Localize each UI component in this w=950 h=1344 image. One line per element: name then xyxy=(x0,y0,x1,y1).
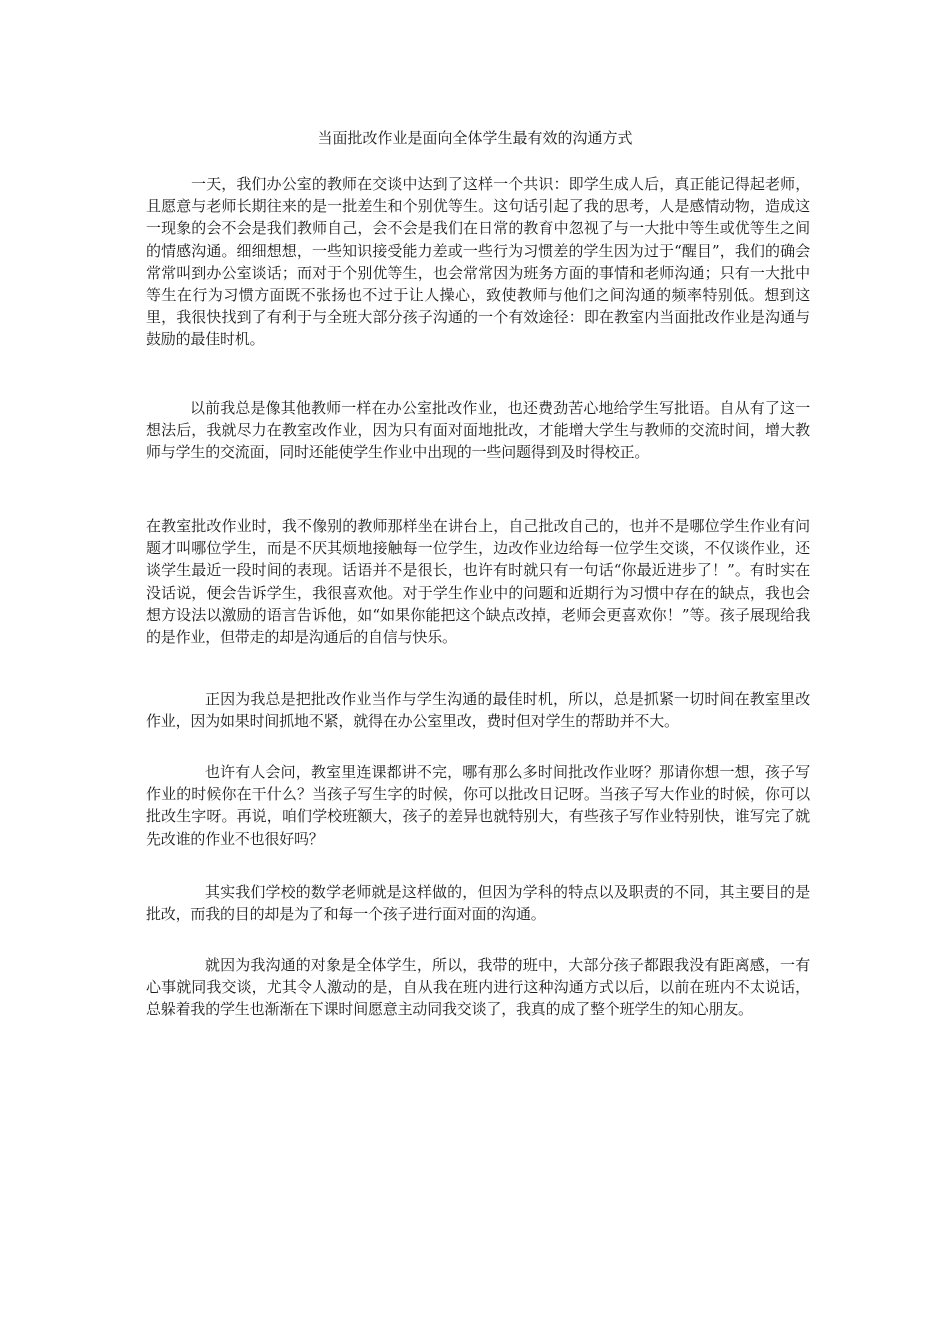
paragraph-6: 其实我们学校的数学老师就是这样做的，但因为学科的特点以及职责的不同，其主要目的是批改，而我的目的却是为了和每一个孩子进行面对面的沟通。 xyxy=(146,883,810,924)
paragraph-3: 在教室批改作业时，我不像别的教师那样坐在讲台上，自己批改自己的，也并不是哪位学生作业有问题才叫哪位学生，而是不厌其烦地接触每一位学生，边改作业边给每一位学生交谈，不仅谈作业，还谈学生最近一段时间的表现。话语并不是很长，也许有时就只有一句话“你最近进步了！”。有时实在没话说，便会告诉学生，我很喜欢他。对于学生作业中的问题和近期行为习惯中存在的缺点，我也会想方设法以激励的语言告诉他，如“如果你能把这个缺点改掉，老师会更喜欢你！”等。孩子展现给我的是作业，但带走的却是沟通后的自信与快乐。 xyxy=(146,517,810,647)
paragraph-1: 一天，我们办公室的教师在交谈中达到了这样一个共识：即学生成人后，真正能记得起老师，且愿意与老师长期往来的是一批差生和个别优等生。这句话引起了我的思考，人是感情动物，造成这一现象的会不会是我们教师自己，会不会是我们在日常的教育中忽视了与一大批中等生或优等生之间的情感沟通。细细想想，一些知识接受能力差或一些行为习惯差的学生因为过于“醒目”，我们的确会常常叫到办公室谈话；而对于个别优等生，也会常常因为班务方面的事情和老师沟通；只有一大批中等生在行为习惯方面既不张扬也不过于让人操心，致使教师与他们之间沟通的频率特别低。想到这里，我很快找到了有利于与全班大部分孩子沟通的一个有效途径：即在教室内当面批改作业是沟通与鼓励的最佳时机。 xyxy=(146,175,810,349)
paragraph-5: 也许有人会问，教室里连课都讲不完，哪有那么多时间批改作业呀？那请你想一想，孩子写作业的时候你在干什么？当孩子写生字的时候，你可以批改日记呀。当孩子写大作业的时候，你可以批改生字呀。再说，咱们学校班额大，孩子的差异也就特别大，有些孩子写作业特别快，谁写完了就先改谁的作业不也很好吗？ xyxy=(146,763,810,848)
document-title: 当面批改作业是面向全体学生最有效的沟通方式 xyxy=(317,129,633,147)
paragraph-4: 正因为我总是把批改作业当作与学生沟通的最佳时机，所以，总是抓紧一切时间在教室里改作业，因为如果时间抓地不紧，就得在办公室里改，费时但对学生的帮助并不大。 xyxy=(146,690,810,731)
paragraph-7: 就因为我沟通的对象是全体学生，所以，我带的班中，大部分孩子都跟我没有距离感，一有心事就同我交谈，尤其令人激动的是，自从我在班内进行这种沟通方式以后，以前在班内不太说话，总躲着我的学生也渐渐在下课时间愿意主动同我交谈了，我真的成了整个班学生的知心朋友。 xyxy=(146,956,810,1019)
paragraph-2: 以前我总是像其他教师一样在办公室批改作业，也还费劲苦心地给学生写批语。自从有了这一想法后，我就尽力在教室改作业，因为只有面对面地批改，才能增大学生与教师的交流时间，增大教师与学生的交流面，同时还能使学生作业中出现的一些问题得到及时得校正。 xyxy=(146,399,810,462)
